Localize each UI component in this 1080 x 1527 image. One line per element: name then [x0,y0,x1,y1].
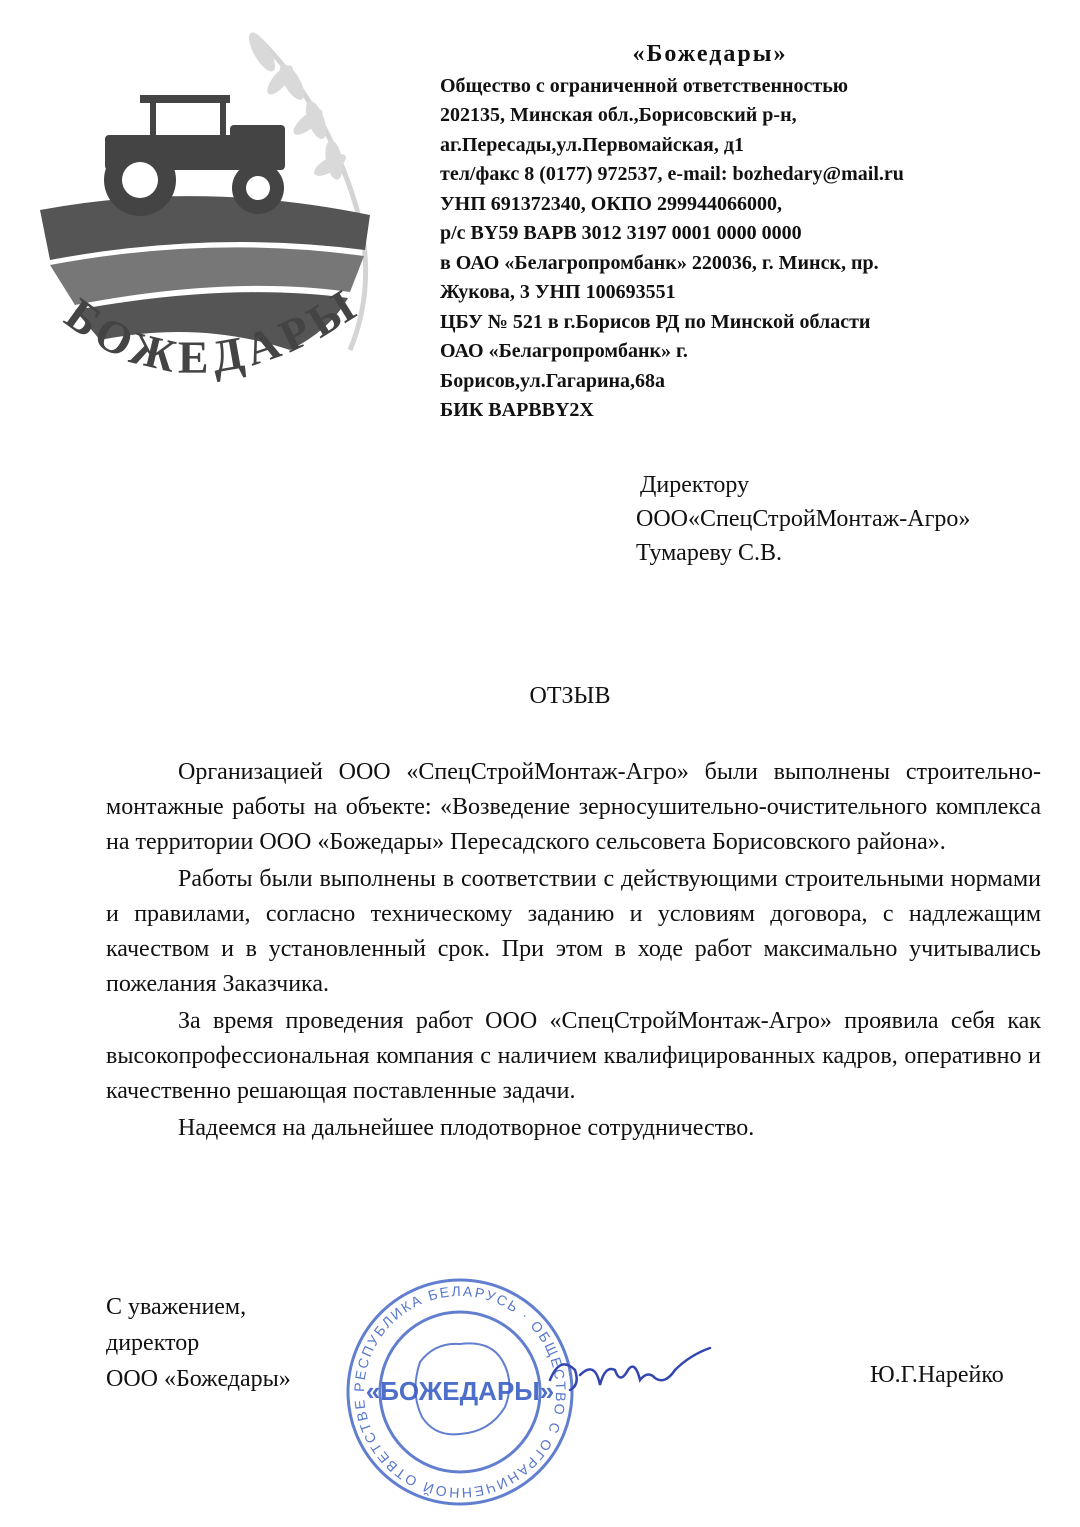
addressee-position: Директору [640,472,750,498]
addressee-block [636,468,970,570]
letterhead-line: в ОАО «Белагропромбанк» 220036, г. Минск, пр. [440,251,879,274]
letterhead-line: р/с BY59 BAPB 3012 3197 0001 0000 0000 [440,222,802,244]
letterhead-line: Общество с ограниченной ответственностью [440,74,849,97]
letterhead-line: аг.Пересады,ул.Первомайская, д1 [440,133,744,156]
logo-text: БОЖЕДАРЫ [56,276,369,384]
letterhead-line: УНП 691372340, ОКПО 299944066000, [440,192,782,215]
closing-position: директор [106,1330,200,1356]
letterhead-line: Жукова, 3 УНП 100693551 [440,281,676,303]
stamp-outer-text: РЕСПУБЛИКА БЕЛАРУСЬ · ОБЩЕСТВО С ОГРАНИЧЕННОЙ ОТВЕТСТВЕ [350,1282,570,1502]
paragraph: За время проведения работ ООО «СпецСтройМонтаж-Агро» проявила себя как высокопрофессиональная компания с наличием квалифицированных кадров, оперативно и качественно решающая поставленные задачи. [106,1008,1041,1104]
tractor-logo-icon [30,30,390,400]
letterhead-line: тел/факс 8 (0177) 972537, e-mail: bozhedary@mail.ru [440,163,904,185]
closing-block [106,1289,291,1397]
document-body [106,755,1041,1148]
letterhead-line: БИК BAPBBY2X [440,399,594,421]
letterhead-line: Борисов,ул.Гагарина,68а [440,369,665,392]
signature-icon [540,1340,740,1410]
letterhead [440,40,1060,426]
paragraph: Организацией ООО «СпецСтройМонтаж-Агро» были выполнены строительно-монтажные работы на объекте: «Возведение зерносушительно-очистительного комплекса на территории ООО «Божедары» Пересадского сельсовета Борисовского района». [106,759,1041,855]
letterhead-line: ЦБУ № 521 в г.Борисов РД по Минской области [440,310,871,333]
closing-company: ООО «Божедары» [106,1366,291,1392]
closing-regards: С уважением, [106,1294,247,1320]
addressee-name: Тумареву С.В. [636,540,783,566]
addressee-company: ООО«СпецСтройМонтаж-Агро» [636,506,971,532]
company-logo [30,30,390,400]
signature [540,1340,740,1410]
org-name: «Божедары» [632,41,788,67]
document-title: ОТЗЫВ [529,683,611,709]
stamp-center-text: «БОЖЕДАРЫ» [365,1376,555,1406]
letterhead-line: 202135, Минская обл.,Борисовский р-н, [440,104,797,126]
letterhead-line: ОАО «Белагропромбанк» г. [440,340,688,362]
signer-name: Ю.Г.Нарейко [870,1362,1004,1388]
paragraph: Работы были выполнены в соответствии с действующими строительными нормами и правилами, согласно техническому заданию и условиям договора, с надлежащим качеством и в установленный срок. При этом в ходе работ максимально учитывались пожелания Заказчика. [106,866,1041,997]
paragraph: Надеемся на дальнейшее плодотворное сотрудничество. [178,1115,755,1141]
